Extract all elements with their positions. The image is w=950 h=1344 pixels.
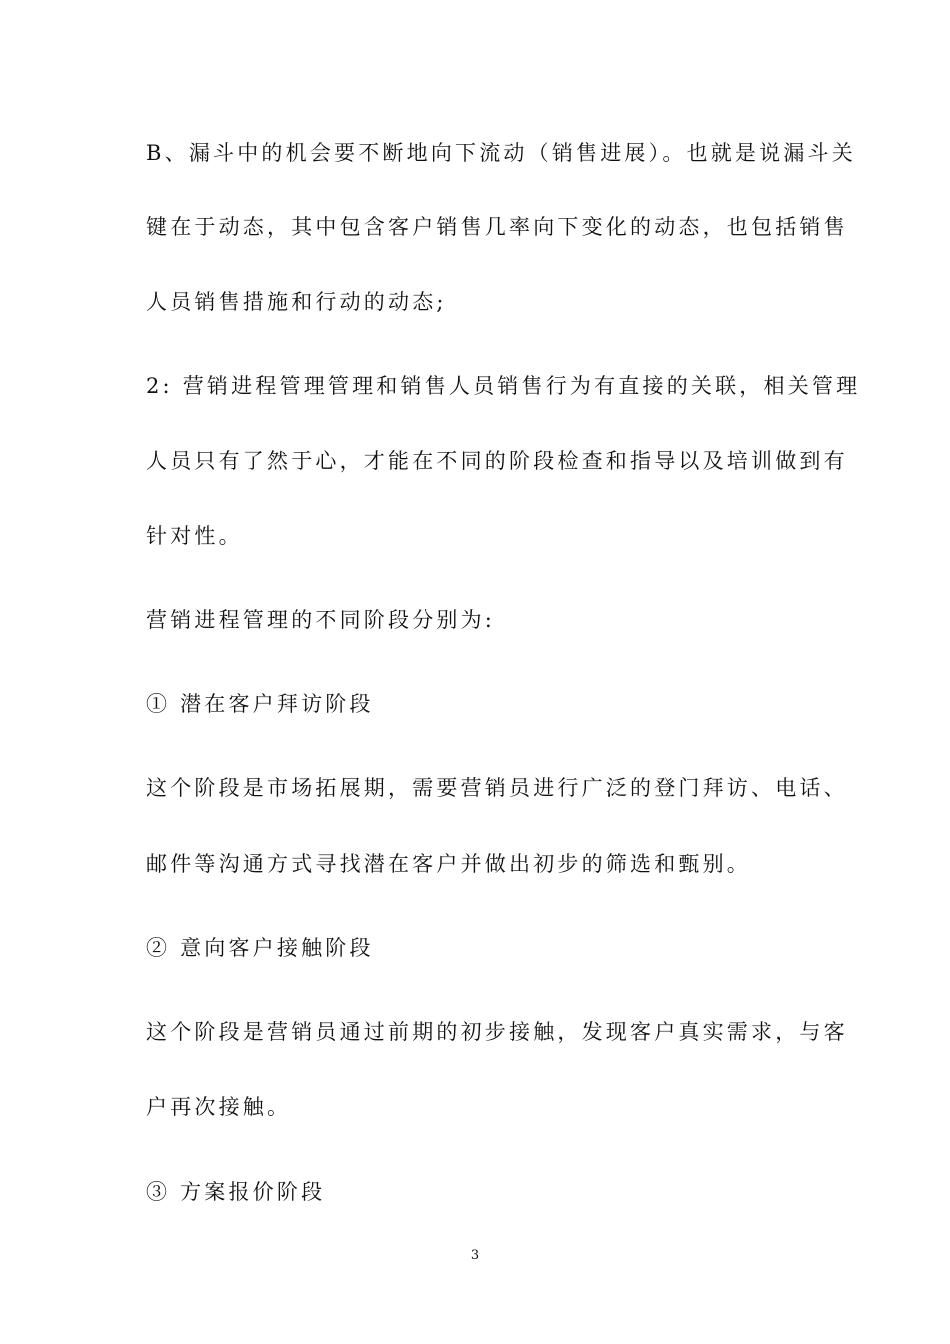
page-number: 3 [470,1248,480,1263]
stage-2-heading: ② 意向客户接触阶段 [146,936,374,960]
stage-2-desc-line-2: 户再次接触。 [146,1095,292,1119]
stages-intro: 营销进程管理的不同阶段分别为: [146,608,496,632]
paragraph-b-line-3: 人员销售措施和行动的动态; [146,290,447,314]
stage-2-desc-line-1: 这个阶段是营销员通过前期的初步接触，发现客户真实需求，与客 [146,1020,848,1044]
stage-1-heading: ① 潜在客户拜访阶段 [146,692,374,716]
paragraph-2-line-3: 针对性。 [146,524,243,548]
paragraph-2-line-1: 2: 营销进程管理管理和销售人员销售行为有直接的关联，相关管理 [146,374,861,398]
stage-1-desc-line-1: 这个阶段是市场拓展期，需要营销员进行广泛的登门拜访、电话、 [146,776,848,800]
paragraph-2-line-2: 人员只有了然于心，才能在不同的阶段检查和指导以及培训做到有 [146,449,848,473]
paragraph-b-line-1: B、漏斗中的机会要不断地向下流动（销售进展）。也就是说漏斗关 [146,141,856,165]
stage-3-heading: ③ 方案报价阶段 [146,1180,326,1204]
paragraph-b-line-2: 键在于动态，其中包含客户销售几率向下变化的动态，也包括销售 [146,215,848,239]
stage-1-desc-line-2: 邮件等沟通方式寻找潜在客户并做出初步的筛选和甄别。 [146,852,751,876]
